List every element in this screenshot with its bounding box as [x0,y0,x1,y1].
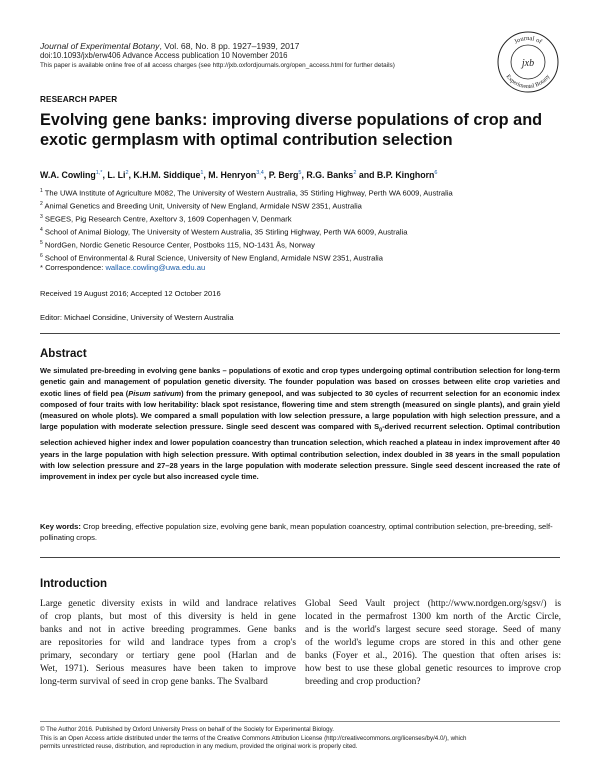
divider [40,557,560,558]
text-line: Large genetic diversity exists in wild and landrace relatives [40,599,296,609]
footer [40,726,570,752]
abstract-heading: Abstract [40,348,87,360]
text-line: primary, secondary or tertiary gene pool (Harlan and de [40,651,296,661]
author-affiliation-mark[interactable]: 2 [353,170,357,177]
editor-line: Editor: Michael Considine, University of Western Australia [40,313,234,322]
text-line: and is the world's largest secure seed storage. Seed of many [305,625,561,635]
author-name: L. Li [107,170,126,180]
text-line: Wet, 1971). Serious measures have been taken to improve [40,664,296,674]
author-separator: , [128,170,134,180]
affiliation-number: 6 [40,253,43,260]
author-separator: and [356,170,377,180]
journal-name: Journal of Experimental Botany [40,41,160,51]
author-name: P. Berg [268,170,299,180]
author-affiliation-mark[interactable]: 6 [434,170,438,177]
affiliation-text: NordGen, Nordic Genetic Resource Center, Postboks 115, NO-1431 Ås, Norway [42,240,315,250]
author-affiliation-mark[interactable]: 5 [298,170,302,177]
affiliation-item [40,186,580,199]
doi-line[interactable]: doi:10.1093/jxb/erw406 Advance Access publication 10 November 2016 [40,51,288,60]
author-name: W.A. Cowling [40,170,96,180]
affiliation-text: The UWA Institute of Agriculture M082, The University of Western Australia, 35 Stirling Highway, Perth WA 6009, Australia [42,188,453,198]
author-separator: , [102,170,108,180]
author-name: R.G. Banks [306,170,354,180]
journal-header [40,41,500,71]
author-affiliation-mark[interactable]: 2 [125,170,129,177]
footer-license-cont: permits unrestricted reuse, distribution, and reproduction in any medium, provided the original work is properly cited. [40,743,358,751]
journal-seal-logo [496,30,560,94]
text-line: banks (Foyer et al., 2016). The question that often arises is: [305,651,561,661]
affiliation-text: School of Environmental & Rural Science, University of New England, Armidale NSW 2351, Australia [42,253,383,263]
author-affiliation-mark[interactable]: 1 [200,170,204,177]
affiliation-text: School of Animal Biology, The University of Western Australia, 35 Stirling Highway, Perth WA 6009, Australia [42,227,408,237]
footer-license: This is an Open Access article distributed under the terms of the Creative Commons Attribution License (http://creativecommons.org/licenses/by/4.0/), which [40,734,467,742]
affiliation-number: 1 [40,188,43,194]
text-line: breeding and crop production? [305,677,421,687]
text-line: long-term survival of seed in crop gene banks. The Svalbard [40,677,268,687]
author-affiliation-mark[interactable]: 1,* [95,170,103,177]
correspondence [40,263,205,272]
text-line: of crop plants, but most of this diversity is held in gene [40,612,296,622]
footer-copyright: © The Author 2016. Published by Oxford University Press on behalf of the Society for Experimental Biology. [40,726,334,733]
affiliation-text: SEGES, Pig Research Centre, Axeltorv 3, 1609 Copenhagen V, Denmark [42,214,292,224]
author-affiliation-mark[interactable]: 3,4 [256,170,264,177]
received-dates: Received 19 August 2016; Accepted 12 October 2016 [40,289,221,298]
affiliation-text: Animal Genetics and Breeding Unit, University of New England, Armidale NSW 2351, Australia [42,201,362,211]
text-line: of the world's legume crops are stored in this and other gene [305,638,561,648]
article-title: Evolving gene banks: improving diverse populations of crop and exotic germplasm with optimal contribution selection [40,111,543,149]
affiliation-number: 4 [40,227,43,234]
correspondence-email[interactable]: wallace.cowling@uwa.edu.au [105,263,206,272]
affiliation-item [40,238,580,251]
journal-citation [40,41,500,51]
affiliation-number: 5 [40,240,43,247]
affiliation-item [40,199,580,212]
journal-details: , Vol. 68, No. 8 pp. 1927–1939, 2017 [159,41,300,51]
article-type: RESEARCH PAPER [40,95,118,104]
text-line: located in the permafrost 1300 km north of the Arctic Circle, [305,612,561,622]
author-name: K.H.M. Siddique [133,170,201,180]
text-line: are repositories for wild and landrace types from a crop's [40,638,296,648]
species-name: Pisum sativum [128,388,182,398]
author-separator: , [203,170,209,180]
intro-column-right [305,598,561,689]
author-name: B.P. Kinghorn [376,170,435,180]
text-line: Global Seed Vault project (http://www.nordgen.org/sgsv/) is [305,599,561,609]
svg-text:Experimental Botany: Experimental Botany [504,73,552,91]
keywords [40,521,560,544]
seal-center-text: jxb [521,58,535,69]
author-list [40,170,580,180]
keywords-label: Key words: [40,522,81,531]
divider [40,721,560,722]
affiliation-item [40,212,580,225]
affiliations [40,186,580,264]
correspondence-label: * Correspondence: [40,263,106,272]
affiliation-number: 2 [40,201,43,208]
author-separator: , [263,170,269,180]
author-separator: , [301,170,307,180]
affiliation-number: 3 [40,214,43,221]
abstract-text: We simulated pre-breeding in evolving gene banks – populations of exotic and crop types undergoing optimal contribution selection for long-term genetic gain and management of population genetic diversity. The founder population was based on crosses between elite crop varieties and exotic lines of field pea (Pisum sativum) from the primary genepool, and was subjected to 30 cycles of recurrent selection for an economic index composed of four traits with low heritability: black spot resistance, flowering time and stem strength (measured on single plants), and grain yield (measured on whole plots). We compared a small population with low selection pressure, a large population with high selection pressure, and a large population with moderate selection pressure. Single seed descent was compared with $S_0$-derived recurrent selection. Optimal contribution selection achieved higher index and lower population coancestry than truncation selection, which reached a plateau in index improvement after 40 years in the large population with high selection pressure. With optimal contribution selection, index doubled in 38 years in the small population with low selection pressure and 27–28 years in the large population with moderate selection pressure. Single seed descent increased the rate of improvement in index per cycle but also increased cycle time. [40,366,560,482]
svg-text:Journal of: Journal of [513,34,543,46]
intro-column-left [40,598,296,689]
text-line: banks and not in active breeding programmes. Gene banks [40,625,296,635]
keywords-text: Crop breeding, effective population size, evolving gene bank, mean population coancestry, optimal contribution selection, pre-breeding, self-pollinating crops. [40,522,553,543]
access-note: This paper is available online free of all access charges (see http://jxb.oxfordjournals.org/open_access.html for further details) [40,62,395,69]
author-name: M. Henryon [208,170,257,180]
divider [40,333,560,334]
introduction-heading: Introduction [40,578,108,590]
affiliation-item [40,225,580,238]
text-line: how best to use these global genetic resources to improve crop [305,664,561,674]
